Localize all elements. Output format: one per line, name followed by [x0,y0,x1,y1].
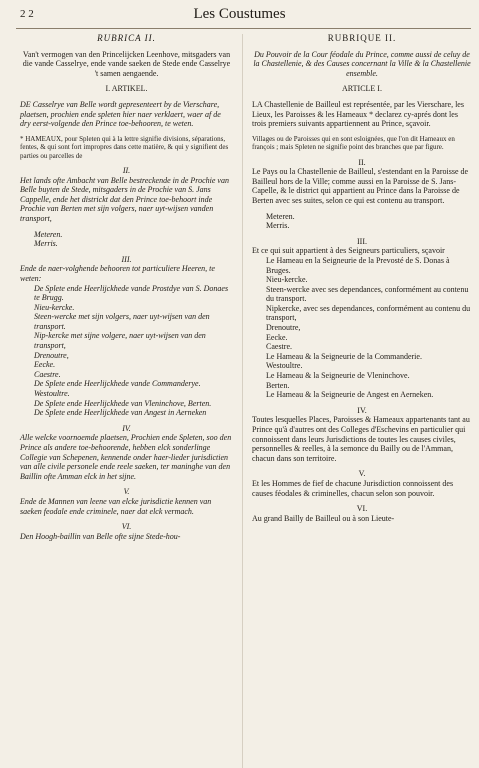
right-art3-item: Nieu-kercke. [266,275,308,285]
left-article-6: Den Hoogh-baillin van Belle ofte sijne Stede-hou- [20,531,181,541]
right-art3-item: Nipkercke, avec ses dependances, conformément au contenu du transport, [266,303,471,323]
right-article-3: Et ce qui suit appartient à des Seigneurs particuliers, sçavoir [252,246,445,256]
right-article-2: Le Pays ou la Chastellenie de Bailleul, s'estendant en la Paroisse de Bailleul hors de la Ville; comme aussi en la Paroisse de S. Jans-Capelle, & le district qui appartient au Prince dans la Paroisse de Berten avec ses suites, selon ce qui est contenu au transport. [252,167,469,205]
right-art3-item: Berten. [266,380,290,390]
right-article-6-heading: VI. [356,504,368,514]
left-title: Van't vermogen van den Princelijcken Leenhove, mitsgaders van die vande Casselrye, ende vande saeken de Stede ende Casselrye 't samen aengaende. [22,49,231,78]
right-art2-item: Meteren. [266,211,295,221]
left-art3-item: De Splete ende Heerlijckhede van Angest in Aerneken [34,408,207,418]
right-article-1-heading: ARTICLE I. [342,84,382,94]
right-art3-item: Drenoutre, [266,323,301,333]
left-art3-item: Eecke. [34,360,56,370]
right-art3-item: Eecke. [266,332,288,342]
column-gutter [242,34,243,768]
left-article-4: Alle welcke voornoemde plaetsen, Prochien ende Spleten, soo den Prince als andere toe-behoorende, hebben elck sonderlinge Collegie van Schepenen, kennende onder haer-lieder jurisdictien van alle civile personele ende reele saeken, ter maninghe van den Baillin ofte Amman elck in het sijne. [20,433,232,481]
right-article-5: Et les Hommes de fief de chacune Jurisdiction connoissent des causes féodales & criminelles, chacun selon son pouvoir. [252,478,454,498]
left-art3-item: De Splete ende Heerlijckhede vande Commanderye. [34,379,201,389]
left-art3-item: Westoultre. [34,389,70,399]
left-art3-item: De Splete ende Heerlijckhede van Vleninchove, Berten. [34,398,212,408]
right-art3-item: Westoultre. [266,361,303,371]
left-footnote: * HAMEAUX, pour Spleten qui à la lettre signifie divisions, séparations, fentes, & qui sont fort impropres dans cette matière, & qui y signifient des parties ou parcelles de [20,134,229,160]
left-article-1: DE Casselrye van Belle wordt gepresenteert by de Vierschare, plaetsen, prochien ende spleten hier naer verklaert, waer af de dry eerst-volgende den Prince toe-behooren, te weten. [20,99,221,129]
left-article-5: Ende de Mannen van leene van elcke jurisdictie kennen van saeken feodale ende criminele, naer dat elck vermach. [20,496,212,516]
right-article-5-heading: V. [358,469,366,479]
left-art3-item: Caestre. [34,369,61,379]
left-article-3-heading: III. [121,254,132,264]
right-art3-item: Le Hameau & la Seigneurie de Vleninchove. [266,371,410,381]
right-art3-item: Le Hameau & la Seigneurie de la Commanderie. [266,351,422,361]
left-article-5-heading: V. [123,487,130,497]
left-article-4-heading: IV. [122,423,131,433]
right-article-2-heading: II. [358,157,366,167]
page-header [0,6,479,28]
french-column [252,34,472,523]
left-article-6-heading: VI. [121,522,132,532]
left-article-3: Ende de naer-volghende behooren tot particuliere Heeren, te weten: [20,264,215,283]
flemish-column [20,34,233,541]
left-art2-item: Merris. [34,239,58,249]
left-art3-item: Drenoutre, [34,350,69,360]
left-art3-item: De Splete ende Heerlijckhede vande Prostdye van S. Donaes te Brugg. [34,283,229,303]
right-footnote: Villages ou de Paroisses qui en sont esloignées, que l'on dit Hameaux en françois ; mais Spleten ne signifie point des branches que par figure. [252,134,455,152]
right-article-3-heading: III. [357,236,367,246]
right-rubric: RUBRIQUE II. [327,33,397,43]
header-rule [16,28,471,29]
left-art3-item: Nip-kercke met sijne volgere, naer uyt-wijsen van den transport, [34,331,206,351]
page-number: 2 2 [20,8,34,20]
right-article-1: LA Chastellenie de Bailleul est représentée, par les Vierschare, les Lieux, les Paroisses & les Hameaux * declarez cy-aprés dont les trois premiers suivants appartiennent au Prince, sçavoir. [252,99,464,129]
left-art2-item: Meteren. [34,229,63,239]
right-art3-item: Le Hameau & la Seigneurie de Angest en Aerneken. [266,390,434,400]
right-art3-item: Caestre. [266,342,292,352]
right-article-4: Toutes lesquelles Places, Paroisses & Hameaux appartenants tant au Prince qu'à d'autres ont des Colleges d'Eschevins en particulier qui connoissent dans leurs Jurisdictions de toutes les causes civiles, personnelles & reelles, à la semonce du Bailly ou de l'Amman, chacun dans son territoire. [252,415,470,463]
left-art3-item: Steen-wercke met sijn volgers, naer uyt-wijsen van den transport. [34,312,210,331]
running-title: Les Coustumes [193,6,286,22]
right-art2-item: Merris. [266,221,290,231]
right-article-6: Au grand Bailly de Bailleul ou à son Lieute- [252,513,395,523]
left-article-2-heading: II. [122,165,131,175]
left-art3-item: Nieu-kercke. [34,302,75,312]
left-article-1-heading: I. ARTIKEL. [105,84,148,94]
right-art3-item: Steen-wercke avec ses dependances, conformément au contenu du transport. [266,284,469,304]
left-article-2: Het lands ofte Ambacht van Belle bestreckende in de Prochie van Belle buyten de Stede, mitsgaders in de Prochie van S. Jans Cappelle, ende het districkt dat den Prince toe-behoort inde Prochie van Berten met sijn volgers, naer uyt-wijsen vanden transport, [20,175,229,223]
left-rubric: RUBRICA II. [97,33,156,43]
right-article-4-heading: IV. [357,405,367,415]
right-title: Du Pouvoir de la Cour féodale du Prince, comme aussi de celuy de la Chastellenie, & des Causes concernant la Ville & la Chastellenie ensemble. [253,49,471,78]
right-art3-item: Le Hameau en la Seigneurie de la Prevosté de S. Donas à Bruges. [266,255,450,275]
